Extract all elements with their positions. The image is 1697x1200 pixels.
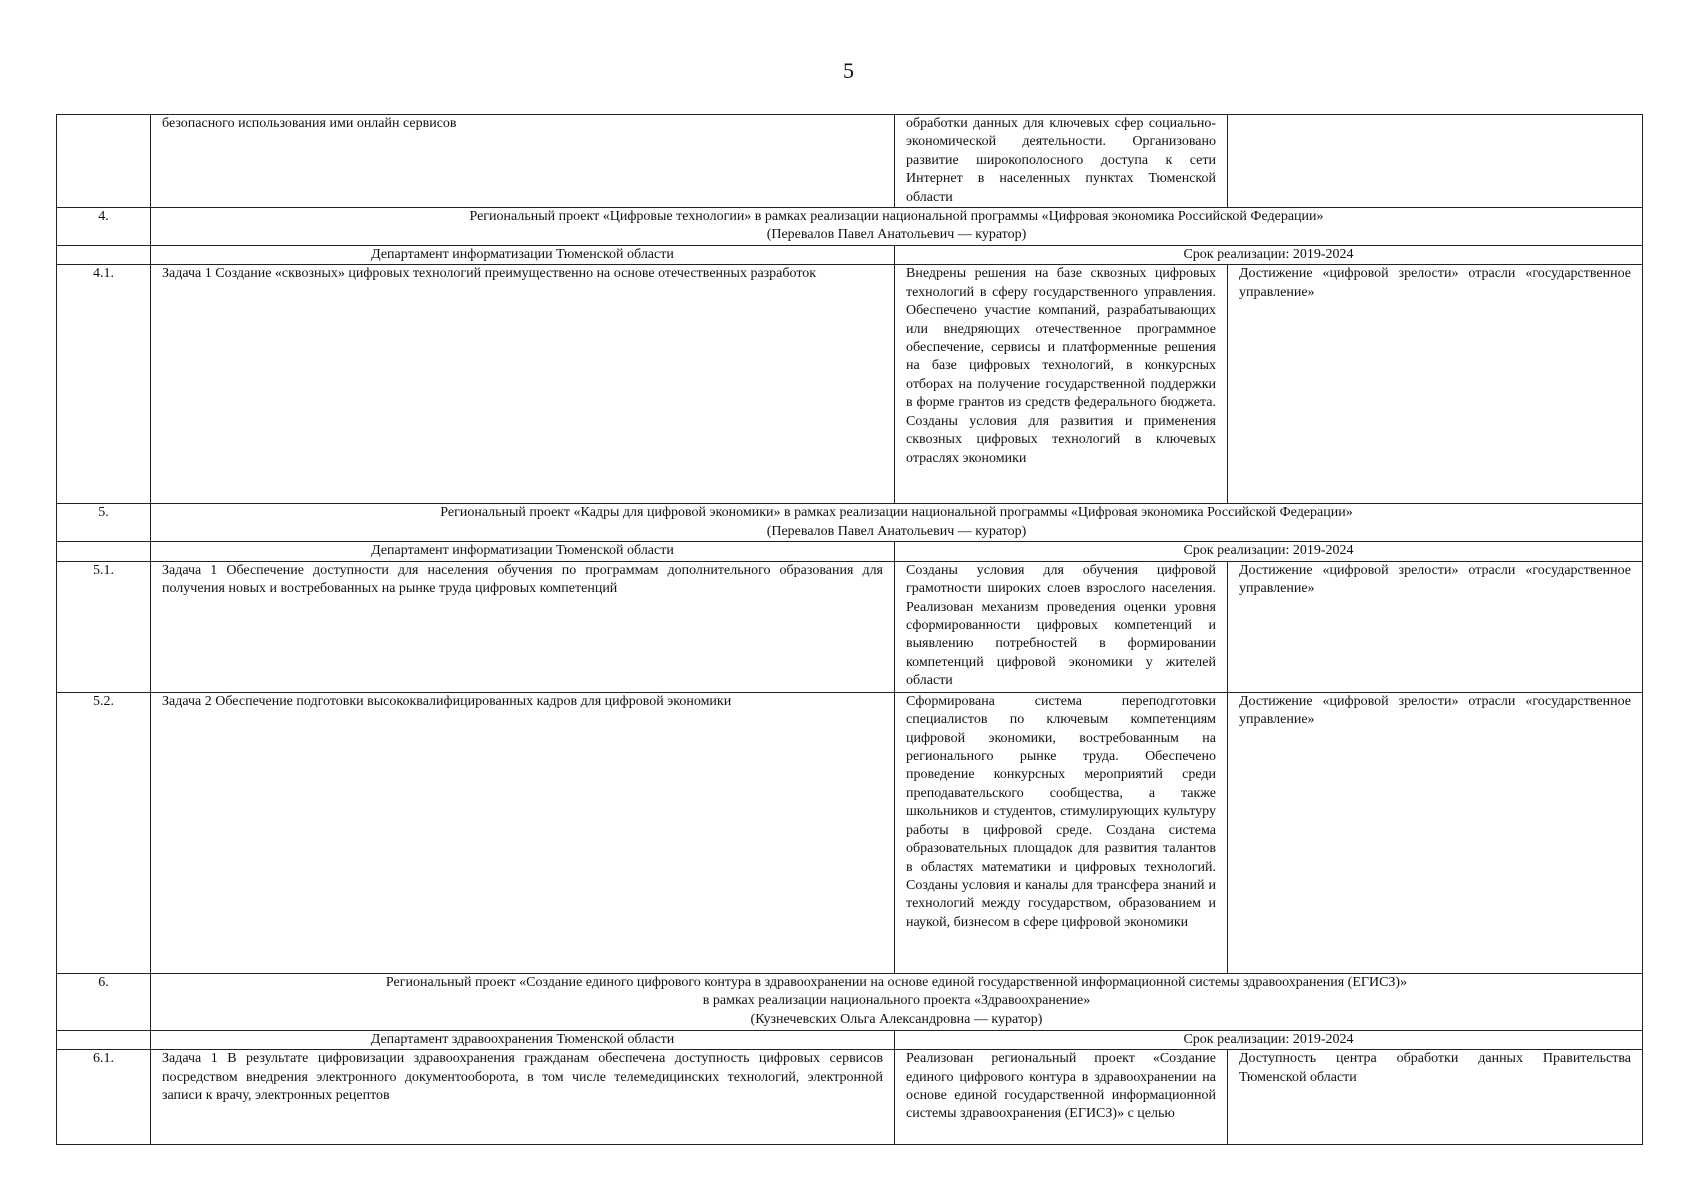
term-cell: Срок реализации: 2019-2024	[895, 542, 1643, 561]
project-title-cell	[151, 504, 1643, 542]
indicator-cell: Доступность центра обработки данных Правительства Тюменской области	[1228, 1050, 1643, 1145]
department-row	[57, 1030, 1643, 1049]
task-cell: Задача 1 Создание «сквозных» цифровых технологий преимущественно на основе отечественных разработок	[151, 265, 895, 504]
row-number	[57, 115, 151, 208]
task-cell: Задача 1 Обеспечение доступности для населения обучения по программам дополнительного образования для получения новых и востребованных на рынке труда цифровых компетенций	[151, 561, 895, 692]
empty-cell	[57, 542, 151, 561]
table-row	[57, 265, 1643, 504]
project-title-cell	[151, 208, 1643, 246]
table-row	[57, 561, 1643, 692]
department-row	[57, 246, 1643, 265]
row-number: 5.	[57, 504, 151, 542]
department-cell: Департамент информатизации Тюменской области	[151, 542, 895, 561]
project-row	[57, 973, 1643, 1030]
result-cell: обработки данных для ключевых сфер социально-экономической деятельности. Организовано развитие широкополосного доступа к сети Интернет в населенных пунктах Тюменской области	[895, 115, 1228, 208]
indicator-cell: Достижение «цифровой зрелости» отрасли «государственное управление»	[1228, 265, 1643, 504]
indicator-cell	[1228, 115, 1643, 208]
program-table	[56, 114, 1643, 1145]
result-cell: Сформирована система переподготовки специалистов по ключевым компетенциям цифровой экономики, востребованным на регионального рынке труда. Обеспечено проведение конкурсных мероприятий среди преподавательского сообщества, а также школьников и студентов, стимулирующих культуру работы в цифровой среде. Создана система образовательных площадок для развития талантов в областях математики и цифровых технологий. Созданы условия и каналы для трансфера знаний и технологий между государством, образованием и наукой, бизнесом в сфере цифровой экономики	[895, 692, 1228, 973]
indicator-cell: Достижение «цифровой зрелости» отрасли «государственное управление»	[1228, 692, 1643, 973]
project-row	[57, 208, 1643, 246]
department-row	[57, 542, 1643, 561]
project-curator: (Перевалов Павел Анатольевич — куратор)	[766, 227, 1027, 243]
row-number: 6.	[57, 973, 151, 1030]
department-cell: Департамент здравоохранения Тюменской области	[151, 1030, 895, 1049]
empty-cell	[57, 246, 151, 265]
project-title-cell	[151, 973, 1643, 1030]
project-title: Региональный проект «Цифровые технологии» в рамках реализации национальной программы «Цифровая экономика Российской Федерации»	[469, 209, 1324, 225]
indicator-cell: Достижение «цифровой зрелости» отрасли «государственное управление»	[1228, 561, 1643, 692]
project-title: Региональный проект «Кадры для цифровой экономики» в рамках реализации национальной программы «Цифровая экономика Российской Федерации»	[440, 505, 1353, 521]
project-row	[57, 504, 1643, 542]
result-cell: Внедрены решения на базе сквозных цифровых технологий в сферу государственного управления. Обеспечено участие компаний, разрабатывающих или внедряющих отечественное программное обеспечение, сервисы и платформенные решения на базе цифровых технологий, в конкурсных отборах на получение государственной поддержки в форме грантов из средств федерального бюджета. Созданы условия для развития и применения сквозных цифровых технологий в ключевых отраслях экономики	[895, 265, 1228, 504]
department-cell: Департамент информатизации Тюменской области	[151, 246, 895, 265]
project-curator: (Кузнечевских Ольга Александровна — куратор)	[750, 1011, 1043, 1027]
table-row	[57, 692, 1643, 973]
row-number: 4.	[57, 208, 151, 246]
task-cell: безопасного использования ими онлайн сервисов	[151, 115, 895, 208]
table-row	[57, 1050, 1643, 1145]
task-cell: Задача 1 В результате цифровизации здравоохранения гражданам обеспечена доступность цифровых сервисов посредством внедрения электронного документооборота, в том числе телемедицинских технологий, электронной записи к врачу, электронных рецептов	[151, 1050, 895, 1145]
page-number: 5	[843, 58, 854, 83]
empty-cell	[57, 1030, 151, 1049]
result-cell: Реализован региональный проект «Создание единого цифрового контура в здравоохранении на основе единой государственной информационной системы здравоохранения (ЕГИСЗ)» с целью	[895, 1050, 1228, 1145]
row-number: 5.1.	[57, 561, 151, 692]
table-row	[57, 115, 1643, 208]
project-subtitle: в рамках реализации национального проекта «Здравоохранение»	[702, 993, 1091, 1009]
project-title: Региональный проект «Создание единого цифрового контура в здравоохранении на основе единой государственной информационной системы здравоохранения (ЕГИСЗ)»	[385, 974, 1408, 990]
term-cell: Срок реализации: 2019-2024	[895, 246, 1643, 265]
result-cell: Созданы условия для обучения цифровой грамотности широких слоев взрослого населения. Реализован механизм проведения оценки уровня сформированности цифровых компетенций и выявлению потребностей в формировании компетенций цифровой экономики у жителей области	[895, 561, 1228, 692]
task-cell: Задача 2 Обеспечение подготовки высококвалифицированных кадров для цифровой экономики	[151, 692, 895, 973]
term-cell: Срок реализации: 2019-2024	[895, 1030, 1643, 1049]
row-number: 5.2.	[57, 692, 151, 973]
row-number: 4.1.	[57, 265, 151, 504]
project-curator: (Перевалов Павел Анатольевич — куратор)	[766, 523, 1027, 539]
row-number: 6.1.	[57, 1050, 151, 1145]
